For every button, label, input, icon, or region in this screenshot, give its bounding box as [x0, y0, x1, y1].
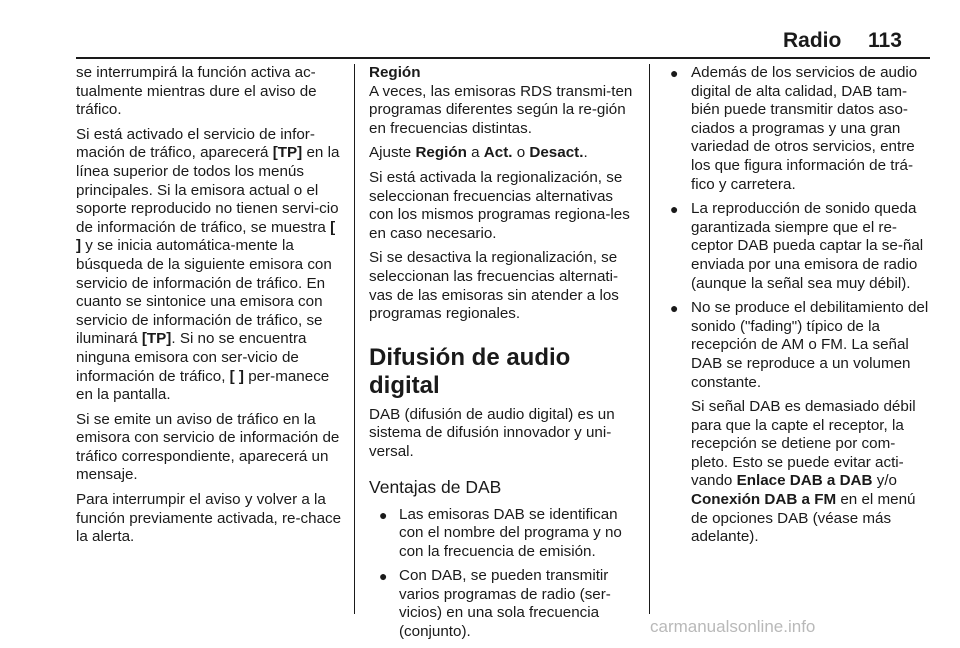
- bullet-icon: ●: [379, 506, 388, 523]
- paragraph: Si está activada la regionalización, se seleccionan frecuencias alternativas con los mismos programas regiona-les en caso necesario.: [369, 168, 630, 242]
- section-heading: Difusión de audio digital: [369, 343, 571, 399]
- list-item: ● No se produce el debilitamiento del sonido ("fading") típico de la recepción de AM o FM. La señal DAB se reproduce a un volumen constante. Si señal DAB es demasiado débil para que la capte el receptor, la recepción se detiene por com-pleto. Esto se puede evitar acti-vando Enlace DAB a DAB y/o Conexión DAB a FM en el menú de opciones DAB (véase más adelante).: [667, 299, 932, 547]
- list-item: ● Con DAB, se pueden transmitir varios programas de radio (ser-vicios) en una sola frecuencia (conjunto).: [379, 567, 611, 641]
- column-separator-2: [649, 64, 650, 614]
- bullet-icon: ●: [670, 65, 679, 81]
- paragraph: Ajuste Región a Act. o Desact..: [369, 144, 588, 162]
- list-item: ● Además de los servicios de audio digital de alta calidad, DAB tam-bién puede transmitir datos aso-ciados a programas y una gran variedad de otros servicios, entre los que figura información de trá-fico y carretera.: [670, 64, 918, 193]
- paragraph: A veces, las emisoras RDS transmi-ten programas diferentes según la re-gión en frecuencias distintas.: [369, 82, 633, 137]
- column-3: [667, 64, 932, 553]
- paragraph: Si se desactiva la regionalización, se seleccionan las frecuencias alternati-vas de las emisoras sin atender a los programas regionales.: [369, 249, 619, 323]
- watermark: carmanualsonline.info: [650, 617, 816, 636]
- subsection-heading: Ventajas de DAB: [369, 476, 502, 497]
- bullet-icon: ●: [670, 300, 679, 317]
- note-paragraph: Si señal DAB es demasiado débil para que la capte el receptor, la recepción se detiene por com-pleto. Esto se puede evitar acti-vando Enlace DAB a DAB y/o Conexión DAB a FM en el menú de opciones DAB (véase más adelante).: [691, 398, 916, 546]
- paragraph: Para interrumpir el aviso y volver a la función previamente activada, re-chace la alerta.: [76, 491, 342, 546]
- bullet-list: [369, 506, 634, 642]
- list-item: ● La reproducción de sonido queda garantizada siempre que el re-ceptor DAB pueda captar la se-ñal enviada por una emisora de radio (aunque la señal sea muy débil).: [670, 200, 924, 292]
- page-header-title: Radio: [783, 29, 842, 52]
- paragraph: Si se emite un aviso de tráfico en la emisora con servicio de información de tráfico correspondiente, aparecerá un mensaje.: [76, 410, 340, 484]
- bullet-icon: ●: [379, 568, 388, 585]
- paragraph: Si está activado el servicio de infor-mación de tráfico, aparecerá [TP] en la línea superior de todos los menús principales. Si la emisora actual o el soporte reproducido no tienen servi-cio de información de tráfico, se muestra [ ] y se inicia automática-mente la búsqueda de la siguiente emisora con servicio de información de tráfico. En cuanto se sintonice una emisora con servicio de información de tráfico, se iluminará [TP]. Si no se encuentra ninguna emisora con ser-vicio de información de tráfico, [ ] per-manece en la pantalla.: [76, 125, 340, 404]
- region-title: Región: [369, 64, 421, 81]
- header-rule: [76, 57, 930, 59]
- column-2: [369, 64, 634, 648]
- list-item: ● Las emisoras DAB se identifican con el nombre del programa y no con la frecuencia de emisión.: [379, 505, 622, 560]
- paragraph: se interrumpirá la función activa ac-tualmente mientras dure el aviso de tráfico.: [76, 64, 317, 119]
- page-number: 113: [868, 29, 902, 52]
- paragraph: DAB (difusión de audio digital) es un sistema de difusión innovador y uni-versal.: [369, 405, 615, 460]
- column-1: [76, 64, 344, 553]
- bullet-icon: ●: [670, 201, 679, 218]
- bullet-list: [667, 64, 932, 547]
- column-separator-1: [354, 64, 355, 614]
